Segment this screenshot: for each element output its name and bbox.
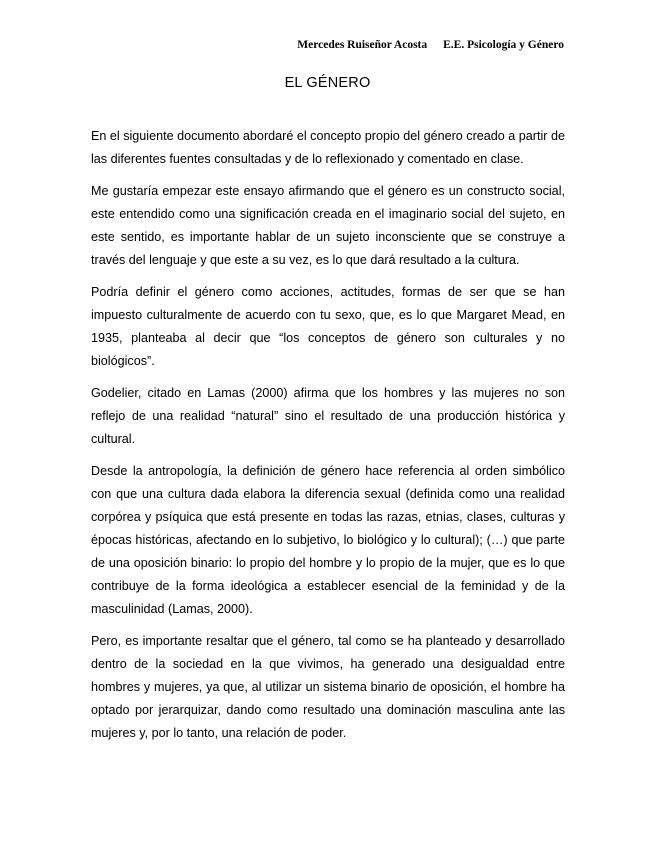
paragraph-definicion-genero: Podría definir el género como acciones, actitudes, formas de ser que se han impuesto culturalmente de acuerdo con tu sexo, que, es lo que Margaret Mead, en 1935, planteaba al decir que “los conceptos de género son culturales y no biológicos”.	[91, 285, 565, 368]
header-course: E.E. Psicología y Género	[443, 39, 564, 51]
paragraph-constructo-social: Me gustaría empezar este ensayo afirmando que el género es un constructo social, este entendido como una significación creada en el imaginario social del sujeto, en este sentido, es importante hablar de un sujeto inconsciente que se construye a través del lenguaje y que este a su vez, es lo que dará resultado a la cultura.	[91, 184, 565, 267]
paragraph-godelier: Godelier, citado en Lamas (2000) afirma que los hombres y las mujeres no son reflejo de una realidad “natural” sino el resultado de una producción histórica y cultural.	[91, 386, 565, 446]
header-author: Mercedes Ruiseñor Acosta	[297, 39, 428, 51]
paragraph-antropologia: Desde la antropología, la definición de género hace referencia al orden simbólico con que una cultura dada elabora la diferencia sexual (definida como una realidad corpórea y psíquica que está presente en todas las razas, etnias, clases, culturas y épocas históricas, afectando en lo subjetivo, lo biológico y lo cultural); (…) que parte de una oposición binario: lo propio del hombre y lo propio de la mujer, que es lo que contribuye de la forma ideológica a establecer esencial de la feminidad y de la masculinidad (Lamas, 2000).	[91, 464, 565, 616]
page-header	[297, 39, 564, 51]
document-body	[91, 125, 565, 754]
document-title: EL GÉNERO	[284, 75, 371, 91]
paragraph-intro: En el siguiente documento abordaré el concepto propio del género creado a partir de las diferentes fuentes consultadas y de lo reflexionado y comentado en clase.	[91, 129, 565, 166]
paragraph-desigualdad: Pero, es importante resaltar que el género, tal como se ha planteado y desarrollado dentro de la sociedad en la que vivimos, ha generado una desigualdad entre hombres y mujeres, ya que, al utilizar un sistema binario de oposición, el hombre ha optado por jerarquizar, dando como resultado una dominación masculina ante las mujeres y, por lo tanto, una relación de poder.	[91, 634, 565, 740]
